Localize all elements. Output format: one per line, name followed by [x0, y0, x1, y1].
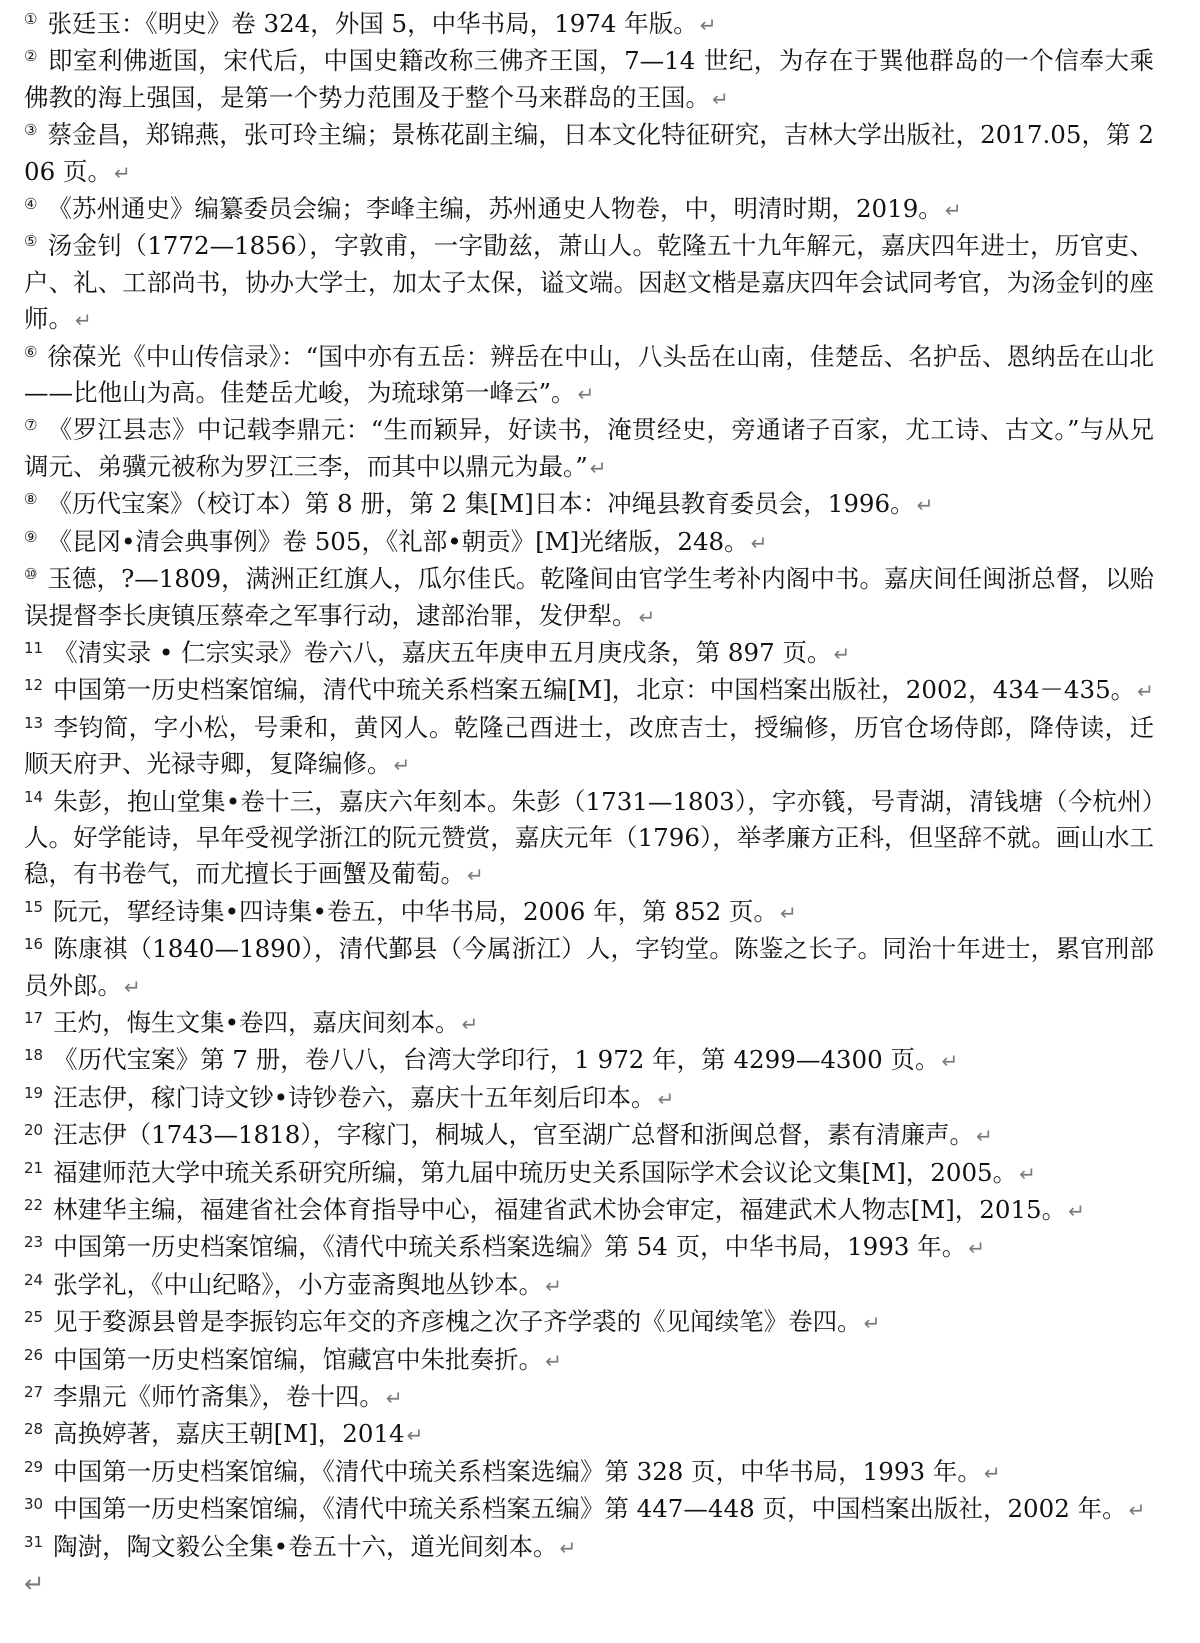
footnote-number: 16 [24, 935, 44, 954]
footnote-number: ③ [24, 121, 38, 140]
footnote-text: 汤金钊（1772—1856），字敦甫，一字勖兹，萧山人。乾隆五十九年解元，嘉庆四年进士，历官吏、户、礼、工部尚书，协办大学士，加太子太保，谥文端。因赵文楷是嘉庆四年会试同考官，为汤金钊的座师。 [24, 231, 1154, 334]
footnote-text: 中国第一历史档案馆编，《清代中琉关系档案选编》第 54 页，中华书局，1993 年。 [53, 1232, 967, 1262]
footnote-number: 27 [24, 1383, 44, 1402]
footnote [24, 486, 1154, 523]
return-mark: ↵ [657, 1086, 675, 1111]
footnote-text: 《罗江县志》中记载李鼎元：“生而颖异，好读书，淹贯经史，旁通诸子百家，尤工诗、古文。”与从兄调元、弟骥元被称为罗江三李，而其中以鼎元为最。” [24, 415, 1154, 481]
footnote [24, 1379, 1154, 1416]
return-mark: ↵ [712, 86, 729, 111]
return-mark: ↵ [1128, 1498, 1146, 1523]
footnote-number: 19 [24, 1083, 44, 1102]
footnote-text: 阮元，揅经诗集•四诗集•卷五，中华书局，2006 年，第 852 页。 [53, 896, 778, 926]
footnote [24, 1304, 1154, 1341]
footnote-number: 15 [24, 897, 44, 916]
return-mark: ↵ [983, 1460, 1001, 1485]
footnote [24, 561, 1154, 635]
footnote [24, 117, 1154, 191]
return-mark: ↵ [916, 493, 934, 518]
footnote-number: 17 [24, 1008, 44, 1027]
footnote [24, 784, 1154, 894]
footnote [24, 1491, 1154, 1528]
footnote-number: ⑦ [24, 416, 38, 435]
footnote-text: 徐葆光《中山传信录》：“国中亦有五岳：辨岳在中山，八头岳在山南，佳楚岳、名护岳、恩纳岳在山北——比他山为高。佳楚岳尤峻，为琉球第一峰云”。 [24, 341, 1154, 408]
footnote-text: 中国第一历史档案馆编，《清代中琉关系档案选编》第 328 页，中华书局，1993 年。 [53, 1456, 982, 1486]
footnote [24, 672, 1154, 709]
return-mark: ↵ [1137, 679, 1154, 704]
footnote [24, 1229, 1154, 1266]
footnote [24, 228, 1154, 338]
return-mark: ↵ [559, 1535, 577, 1560]
footnote-text: 中国第一历史档案馆编，清代中琉关系档案五编[M]，北京：中国档案出版社，2002，434－435。 [53, 675, 1136, 705]
footnote-text: 《清实录 • 仁宗实录》卷六八，嘉庆五年庚申五月庚戌条，第 897 页。 [53, 637, 832, 667]
footnote [24, 931, 1154, 1005]
footnote [24, 339, 1154, 413]
return-mark: ↵ [589, 455, 607, 480]
footnote [24, 894, 1154, 931]
footnote-number: 14 [24, 787, 44, 806]
return-mark: ↵ [1019, 1161, 1036, 1186]
footnote-text: 福建师范大学中琉关系研究所编，第九届中琉历史关系国际学术会议论文集[M]，2005。 [53, 1157, 1018, 1187]
footnote [24, 1416, 1154, 1453]
footnote-text: 陶澍，陶文毅公全集•卷五十六，道光间刻本。 [53, 1531, 558, 1561]
footnote-text: 高换婷著，嘉庆王朝[M]，2014 [53, 1419, 405, 1449]
footnote [24, 1342, 1154, 1379]
return-mark: ↵ [385, 1386, 403, 1411]
footnote-number: ⑩ [24, 565, 38, 584]
footnote [24, 1267, 1154, 1304]
footnote-number: 20 [24, 1121, 44, 1140]
footnote-text: 《苏州通史》编纂委员会编；李峰主编，苏州通史人物卷，中，明清时期，2019。 [47, 194, 943, 224]
return-mark: ↵ [461, 1011, 479, 1036]
return-mark: ↵ [863, 1311, 881, 1336]
footnote-number: 21 [24, 1158, 44, 1177]
footnote-number: 28 [24, 1420, 44, 1439]
footnote-text: 朱彭，抱山堂集•卷十三，嘉庆六年刻本。朱彭（1731—1803），字亦篯，号青湖，清钱塘（今杭州）人。好学能诗，早年受视学浙江的阮元赞赏，嘉庆元年（1796），举孝廉方正科，但坚辞不就。画山水工稳，有书卷气，而尤擅长于画蟹及葡萄。 [24, 786, 1154, 889]
footnote-text: 中国第一历史档案馆编，《清代中琉关系档案五编》第 447—448 页，中国档案出版社，2002 年。 [53, 1494, 1127, 1524]
footnote-list [24, 6, 1154, 1602]
footnote-number: ④ [24, 195, 38, 214]
footnote-text: 即室利佛逝国，宋代后，中国史籍改称三佛齐王国，7—14 世纪，为存在于巽他群岛的一个信奉大乘佛教的海上强国，是第一个势力范围及于整个马来群岛的王国。 [24, 46, 1154, 112]
footnote [24, 710, 1154, 784]
footnote-number: 30 [24, 1495, 44, 1514]
footnote-text: 《历代宝案》第 7 册，卷八八，台湾大学印行，1 972 年，第 4299—4300 页。 [53, 1045, 940, 1075]
footnote [24, 1005, 1154, 1042]
footnote [24, 191, 1154, 228]
footnote-text: 玉德，?—1809，满洲正红旗人，瓜尔佳氏。乾隆间由官学生考补内阁中书。嘉庆间任闽浙总督，以贻误提督李长庚镇压蔡牵之军事行动，逮部治罪，发伊犁。 [24, 564, 1154, 630]
return-mark: ↵ [393, 753, 411, 778]
footnote [24, 635, 1154, 672]
return-mark: ↵ [941, 1049, 959, 1074]
return-mark: ↵ [638, 604, 656, 629]
footnote-text: 张学礼，《中山纪略》，小方壶斋舆地丛钞本。 [53, 1269, 544, 1299]
footnote [24, 43, 1154, 117]
footnote-text: 中国第一历史档案馆编，馆藏宫中朱批奏折。 [53, 1344, 544, 1374]
footnote-number: ⑨ [24, 527, 38, 546]
footnote-text: 《历代宝案》（校订本）第 8 册，第 2 集[M]日本：冲绳县教育委员会，1996。 [47, 489, 915, 519]
footnote-text: 汪志伊（1743—1818），字稼门，桐城人，官至湖广总督和浙闽总督，素有清廉声。 [53, 1120, 975, 1150]
footnote [24, 1042, 1154, 1079]
footnote [24, 1155, 1154, 1192]
return-mark: ↵ [1068, 1199, 1085, 1223]
footnote-number: 23 [24, 1233, 44, 1252]
footnote-text: 李钧简，字小松，号秉和，黄冈人。乾隆己酉进士，改庶吉士，授编修，历官仓场侍郎，降侍读，迁顺天府尹、光禄寺卿，复降编修。 [24, 712, 1154, 779]
footnote-number: ① [24, 10, 38, 28]
footnote-number: 26 [24, 1345, 44, 1364]
footnote [24, 1192, 1154, 1229]
return-mark: ↵ [944, 198, 962, 223]
footnote-text: 汪志伊，稼门诗文钞•诗钞卷六，嘉庆十五年刻后印本。 [53, 1082, 656, 1112]
return-mark: ↵ [406, 1423, 424, 1448]
footnote-number: 25 [24, 1308, 44, 1327]
return-mark: ↵ [113, 160, 131, 185]
footnote-number: 12 [24, 676, 44, 695]
return-mark: ↵ [545, 1348, 562, 1373]
return-mark: ↵ [124, 974, 141, 999]
footnote [24, 1454, 1154, 1491]
footnote-number: 29 [24, 1457, 44, 1476]
footnote-number: 18 [24, 1046, 44, 1065]
footnote [24, 1117, 1154, 1154]
footnote-number: 13 [24, 713, 44, 732]
footnote [24, 524, 1154, 561]
return-mark: ↵ [779, 900, 797, 925]
footnote-number: ⑤ [24, 232, 38, 251]
return-mark: ↵ [750, 530, 768, 555]
return-mark: ↵ [968, 1236, 985, 1261]
footnote [24, 1529, 1154, 1566]
footnote-number: ② [24, 47, 38, 66]
footnote [24, 412, 1154, 486]
footnote [24, 6, 1154, 43]
footnote [24, 1080, 1154, 1117]
footnote-text: 王灼，悔生文集•卷四，嘉庆间刻本。 [53, 1007, 460, 1037]
footnote-text: 蔡金昌，郑锦燕，张可玲主编；景栋花副主编，日本文化特征研究，吉林大学出版社，2017.05，第 206 页。 [24, 120, 1154, 186]
footnote-text: 陈康祺（1840—1890），清代鄞县（今属浙江）人，字钧堂。陈鉴之长子。同治十年进士，累官刑部员外郎。 [24, 934, 1154, 1000]
return-mark: ↵ [467, 863, 484, 888]
final-return-mark: ↵ [24, 1569, 45, 1599]
footnote-number: ⑧ [24, 490, 38, 509]
return-mark: ↵ [545, 1273, 562, 1298]
footnote-number: 11 [24, 638, 44, 657]
footnote-number: 24 [24, 1270, 44, 1289]
footnote-text: 李鼎元《师竹斋集》，卷十四。 [53, 1382, 384, 1412]
footnote-text: 林建华主编，福建省社会体育指导中心，福建省武术协会审定，福建武术人物志[M]，2015。 [53, 1195, 1067, 1224]
return-mark: ↵ [833, 641, 851, 666]
return-mark: ↵ [976, 1124, 993, 1149]
footnote-number: 22 [24, 1196, 44, 1214]
footnote-text: 见于婺源县曾是李振钧忘年交的齐彦槐之次子齐学裘的《见闻续笔》卷四。 [53, 1307, 862, 1337]
footnote-number: 31 [24, 1532, 44, 1551]
footnote-text: 《昆冈•清会典事例》卷 505，《礼部•朝贡》[M]光绪版，248。 [47, 526, 749, 556]
footnote-number: ⑥ [24, 342, 38, 361]
footnote-text: 张廷玉：《明史》卷 324，外国 5，中华书局，1974 年版。 [47, 9, 698, 38]
return-mark: ↵ [75, 308, 92, 333]
return-mark: ↵ [577, 382, 595, 407]
return-mark: ↵ [699, 13, 717, 37]
